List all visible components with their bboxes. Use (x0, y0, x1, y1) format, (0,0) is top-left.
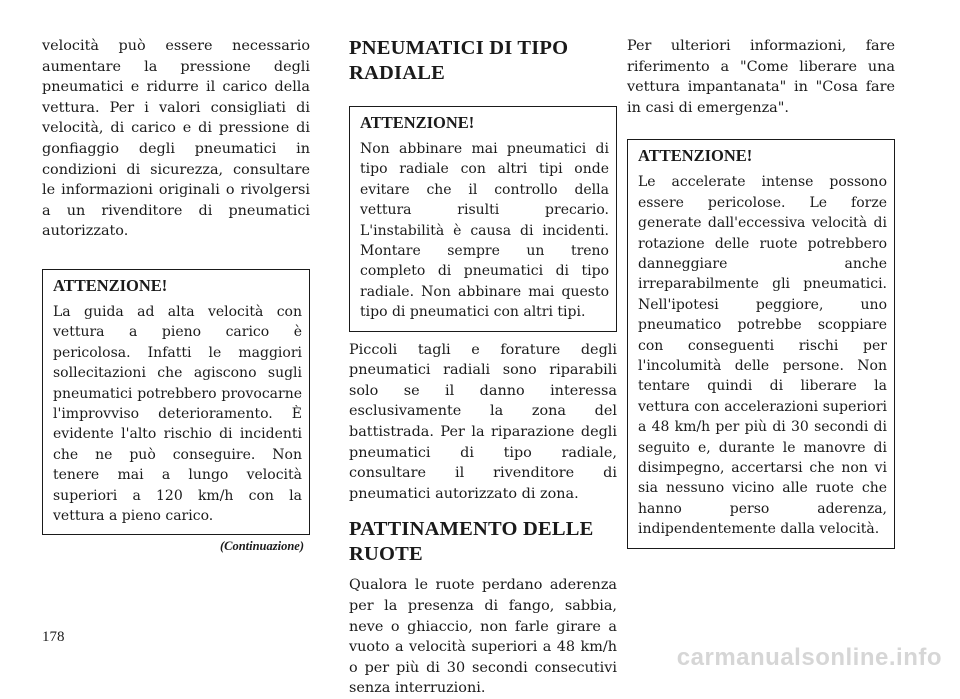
wheel-spin-paragraph: Qualora le ruote perdano aderenza per la presenza di fango, sabbia, neve o ghiaccio, non farle girare a vuoto a velocità superiori a 48 km/h o per più di 30 secondi consecutivi senza interruzioni. (349, 577, 617, 697)
warning-title: ATTENZIONE! (638, 146, 753, 166)
continuation-label: (Continuazione) (219, 539, 304, 554)
watermark: carmanualsonline.info (676, 644, 942, 671)
warning-box-acceleration (627, 139, 895, 548)
section-heading-wheel-spin: PATTINAMENTO DELLE RUOTE (349, 518, 594, 566)
warning-box-radial-tires (349, 106, 617, 332)
column-left (42, 36, 310, 554)
warning-text: Non abbinare mai pneumatici di tipo radiale con altri tipi onde evitare che il controllo della vettura risulti precario. L'instabilità è causa di incidenti. Montare sempre un treno completo di pneumatici di tipo radiale. Non abbinare mai questo tipo di pneumatici con altri tipi. (360, 141, 609, 321)
warning-title: ATTENZIONE! (53, 275, 168, 295)
section-heading-radial-tires: PNEUMATICI DI TIPO RADIALE (349, 37, 569, 84)
warning-title: ATTENZIONE! (360, 113, 475, 132)
repair-paragraph: Piccoli tagli e forature degli pneumatici radiali sono riparabili solo se il danno interessa esclusivamente la zona del battistrada. Per la riparazione degli pneumatici di tipo radiale, consultare il rivenditore di pneumatici autorizzato di zona. (349, 341, 617, 502)
page-number: 178 (42, 629, 65, 645)
column-right (627, 36, 895, 549)
warning-box-high-speed (42, 269, 310, 535)
warning-text: La guida ad alta velocità con vettura a pieno carico è pericolosa. Infatti le maggiori sollecitazioni che agiscono sugli pneumatici potrebbero provocarne l'improvviso deterioramento. È evidente l'alto rischio di incidenti che ne può conseguire. Non tenere mai a lungo velocità superiori a 120 km/h con la vettura a pieno carico. (53, 303, 302, 524)
intro-paragraph: velocità può essere necessario aumentare la pressione degli pneumatici e ridurre il carico della vettura. Per i valori consigliati di velocità, di carico e di pressione di gonfiaggio degli pneumatici in condizioni di sicurezza, consultare le informazioni originali o rivolgersi a un rivenditore di pneumatici autorizzato. (42, 38, 310, 240)
reference-paragraph: Per ulteriori informazioni, fare riferimento a "Come liberare una vettura impantanata" in "Cosa fare in casi di emergenza". (627, 38, 895, 116)
warning-text: Le accelerate intense possono essere pericolose. Le forze generate dall'eccessiva velocità di rotazione delle ruote potrebbero danneggiare anche irreparabilmente gli pneumatici. Nell'ipotesi peggiore, uno pneumatico potrebbe scoppiare con conseguenti rischi per l'incolumità delle persone. Non tentare quindi di liberare la vettura con accelerazioni superiori a 48 km/h per più di 30 secondi di seguito e, durante le manovre di disimpegno, accertarsi che non vi sia nessuno vicino alle ruote che hanno perso aderenza, indipendentemente dalla velocità. (638, 174, 887, 538)
column-middle (349, 36, 617, 699)
